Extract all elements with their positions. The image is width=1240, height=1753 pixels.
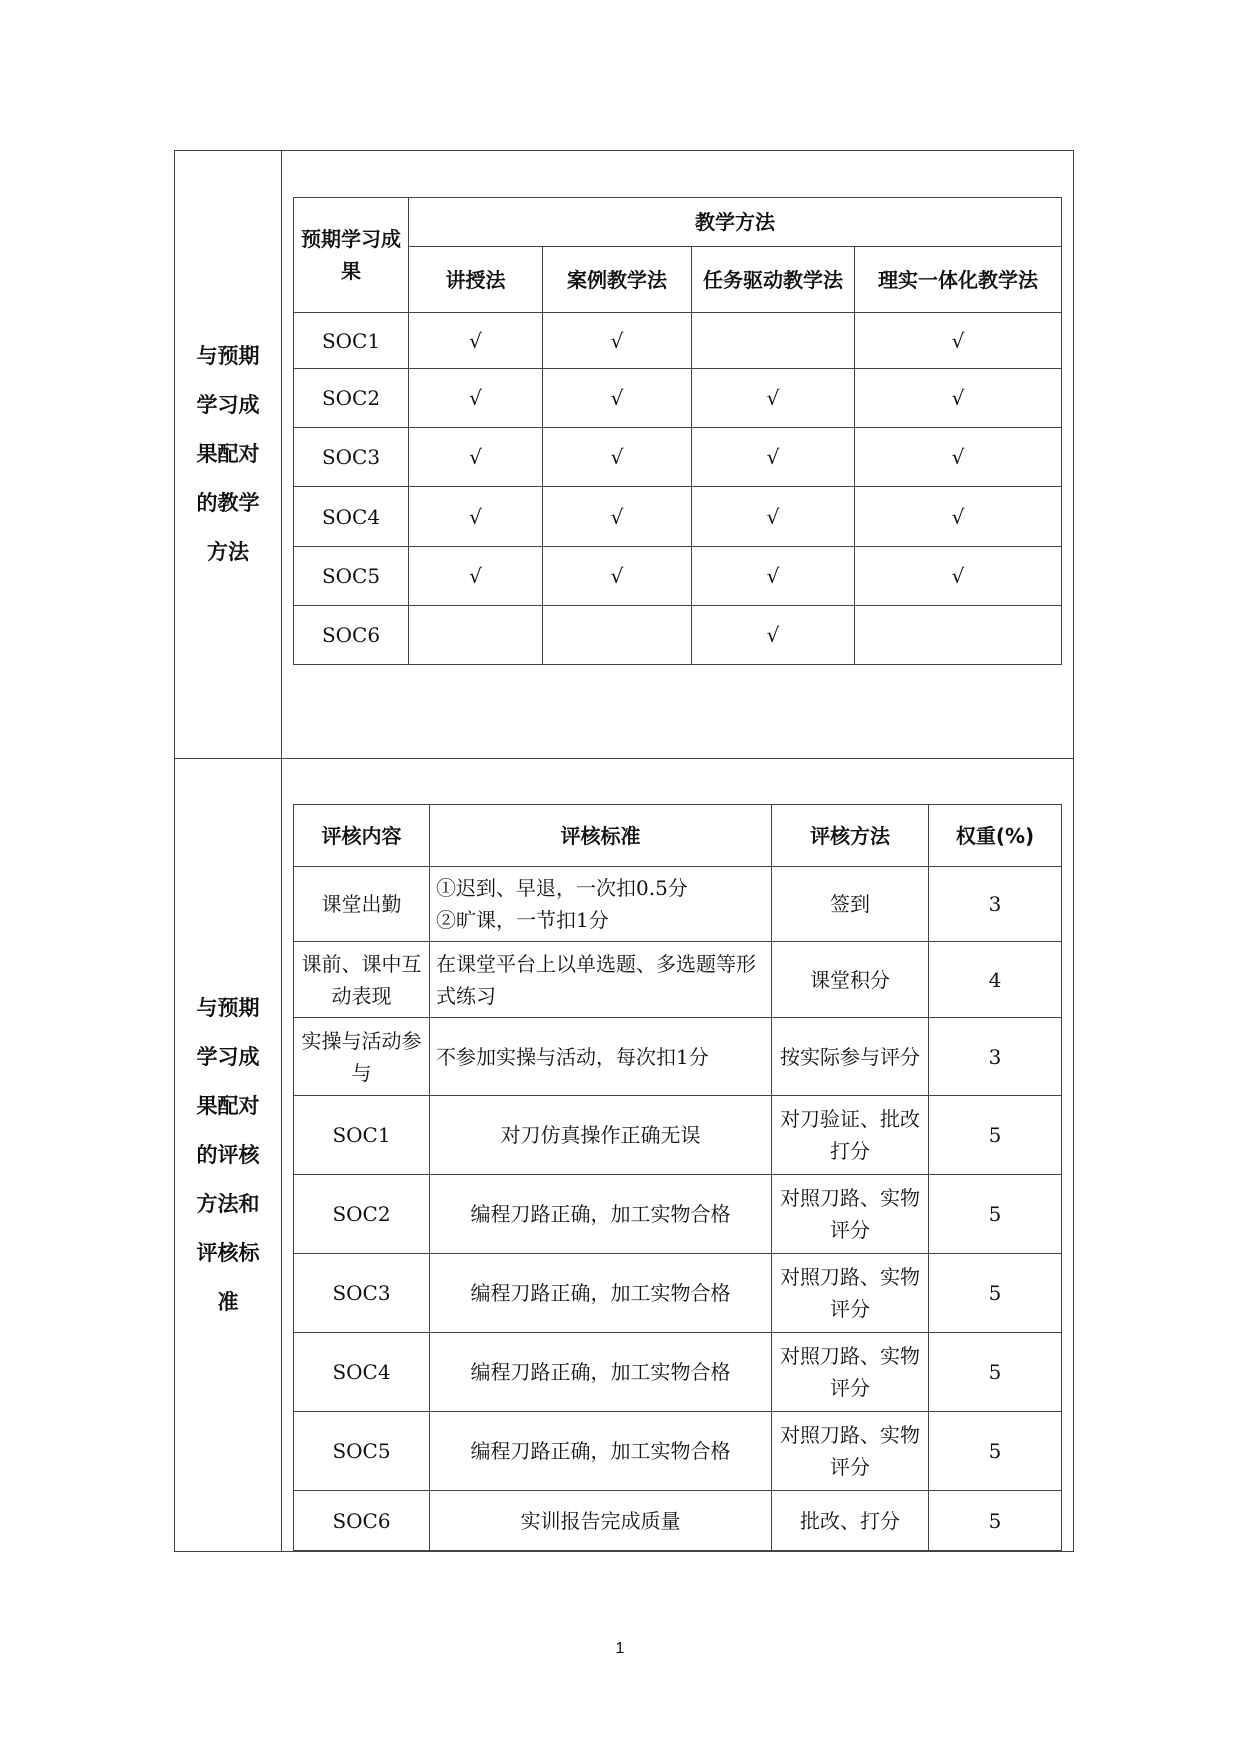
header-weight: 权重(%) xyxy=(929,805,1062,867)
check-cell: √ xyxy=(855,313,1062,369)
label-line: 方法 xyxy=(207,540,249,564)
weight-cell: 3 xyxy=(929,867,1062,942)
check-cell: √ xyxy=(543,369,692,428)
label-line: 果配对 xyxy=(196,1093,260,1118)
method-cell: 批改、打分 xyxy=(772,1491,929,1551)
table-row xyxy=(294,1491,1062,1551)
check-cell: √ xyxy=(543,428,692,487)
check-cell: √ xyxy=(855,547,1062,606)
label-line: 准 xyxy=(217,1289,239,1314)
check-cell: √ xyxy=(409,369,543,428)
check-cell: √ xyxy=(543,547,692,606)
table-row xyxy=(294,313,1062,369)
weight-cell: 5 xyxy=(929,1412,1062,1491)
outcome-cell: SOC2 xyxy=(294,369,409,428)
check-cell: √ xyxy=(409,487,543,547)
standard-cell: 编程刀路正确，加工实物合格 xyxy=(430,1254,772,1333)
label-line: 方法和 xyxy=(196,1191,260,1216)
check-cell: √ xyxy=(692,428,855,487)
label-line: 学习成 xyxy=(196,1044,260,1069)
page-number: 1 xyxy=(615,1640,625,1657)
method-cell: 对照刀路、实物评分 xyxy=(772,1333,929,1412)
standard-cell: ①迟到、早退，一次扣0.5分 ②旷课，一节扣1分 xyxy=(430,867,772,942)
weight-cell: 4 xyxy=(929,942,1062,1018)
label-line: 与预期 xyxy=(196,344,260,368)
check-cell: √ xyxy=(409,313,543,369)
content-cell: 课前、课中互动表现 xyxy=(294,942,430,1018)
standard-cell: 在课堂平台上以单选题、多选题等形式练习 xyxy=(430,942,772,1018)
outcome-cell: SOC1 xyxy=(294,313,409,369)
assessment-cell xyxy=(282,759,1074,1552)
check-cell: √ xyxy=(692,547,855,606)
check-cell xyxy=(692,313,855,369)
header-outcome: 预期学习成果 xyxy=(294,198,409,313)
outcome-cell: SOC4 xyxy=(294,487,409,547)
content-cell: SOC3 xyxy=(294,1254,430,1333)
content-cell: 课堂出勤 xyxy=(294,867,430,942)
method-cell: 对照刀路、实物评分 xyxy=(772,1254,929,1333)
table-row xyxy=(294,1412,1062,1491)
label-line: 与预期 xyxy=(196,995,260,1020)
teaching-methods-cell xyxy=(282,151,1074,759)
standard-cell: 对刀仿真操作正确无误 xyxy=(430,1096,772,1175)
method-task-driven: 任务驱动教学法 xyxy=(692,247,855,313)
check-cell: √ xyxy=(692,606,855,665)
teaching-methods-table xyxy=(293,197,1062,665)
content-cell: SOC4 xyxy=(294,1333,430,1412)
weight-cell: 5 xyxy=(929,1333,1062,1412)
method-cell: 对刀验证、批改打分 xyxy=(772,1096,929,1175)
check-cell xyxy=(855,606,1062,665)
label-line: 果配对 xyxy=(196,442,260,466)
outcome-cell: SOC3 xyxy=(294,428,409,487)
section-teaching-methods xyxy=(175,151,1074,759)
header-method: 评核方法 xyxy=(772,805,929,867)
content-cell: SOC2 xyxy=(294,1175,430,1254)
method-cell: 对照刀路、实物评分 xyxy=(772,1175,929,1254)
method-case: 案例教学法 xyxy=(543,247,692,313)
check-cell: √ xyxy=(692,487,855,547)
standard-cell: 编程刀路正确，加工实物合格 xyxy=(430,1175,772,1254)
check-cell: √ xyxy=(543,313,692,369)
outcome-cell: SOC5 xyxy=(294,547,409,606)
check-cell: √ xyxy=(855,369,1062,428)
table-row xyxy=(294,867,1062,942)
table-row xyxy=(294,942,1062,1018)
weight-cell: 5 xyxy=(929,1491,1062,1551)
section-assessment-label xyxy=(175,759,282,1552)
standard-cell: 不参加实操与活动，每次扣1分 xyxy=(430,1018,772,1096)
content-cell: SOC1 xyxy=(294,1096,430,1175)
method-cell: 课堂积分 xyxy=(772,942,929,1018)
header-content: 评核内容 xyxy=(294,805,430,867)
outer-table xyxy=(174,150,1074,1552)
table-row xyxy=(294,487,1062,547)
check-cell: √ xyxy=(855,487,1062,547)
outcome-cell: SOC6 xyxy=(294,606,409,665)
content-cell: SOC5 xyxy=(294,1412,430,1491)
header-standard: 评核标准 xyxy=(430,805,772,867)
method-cell: 对照刀路、实物评分 xyxy=(772,1412,929,1491)
table-row xyxy=(294,369,1062,428)
check-cell: √ xyxy=(409,428,543,487)
section-teaching-methods-label xyxy=(175,151,282,759)
table-row xyxy=(294,428,1062,487)
table-row xyxy=(294,1018,1062,1096)
method-cell: 签到 xyxy=(772,867,929,942)
method-cell: 按实际参与评分 xyxy=(772,1018,929,1096)
table-row xyxy=(294,1096,1062,1175)
check-cell: √ xyxy=(692,369,855,428)
label-line: 的评核 xyxy=(196,1142,260,1167)
method-integrated: 理实一体化教学法 xyxy=(855,247,1062,313)
assessment-table xyxy=(293,804,1062,1551)
method-lecture: 讲授法 xyxy=(409,247,543,313)
standard-cell: 实训报告完成质量 xyxy=(430,1491,772,1551)
standard-cell: 编程刀路正确，加工实物合格 xyxy=(430,1333,772,1412)
section-assessment xyxy=(175,759,1074,1552)
table-row xyxy=(294,1254,1062,1333)
table-row xyxy=(294,1175,1062,1254)
check-cell xyxy=(543,606,692,665)
table-row xyxy=(294,606,1062,665)
table-row xyxy=(294,547,1062,606)
label-line: 学习成 xyxy=(196,393,260,417)
label-line: 的教学 xyxy=(196,491,260,515)
check-cell: √ xyxy=(543,487,692,547)
content-cell: 实操与活动参与 xyxy=(294,1018,430,1096)
standard-cell: 编程刀路正确，加工实物合格 xyxy=(430,1412,772,1491)
check-cell: √ xyxy=(409,547,543,606)
weight-cell: 5 xyxy=(929,1096,1062,1175)
check-cell: √ xyxy=(855,428,1062,487)
header-methods: 教学方法 xyxy=(409,198,1062,247)
weight-cell: 3 xyxy=(929,1018,1062,1096)
table-row xyxy=(294,1333,1062,1412)
check-cell xyxy=(409,606,543,665)
content-cell: SOC6 xyxy=(294,1491,430,1551)
weight-cell: 5 xyxy=(929,1254,1062,1333)
weight-cell: 5 xyxy=(929,1175,1062,1254)
label-line: 评核标 xyxy=(196,1240,260,1265)
